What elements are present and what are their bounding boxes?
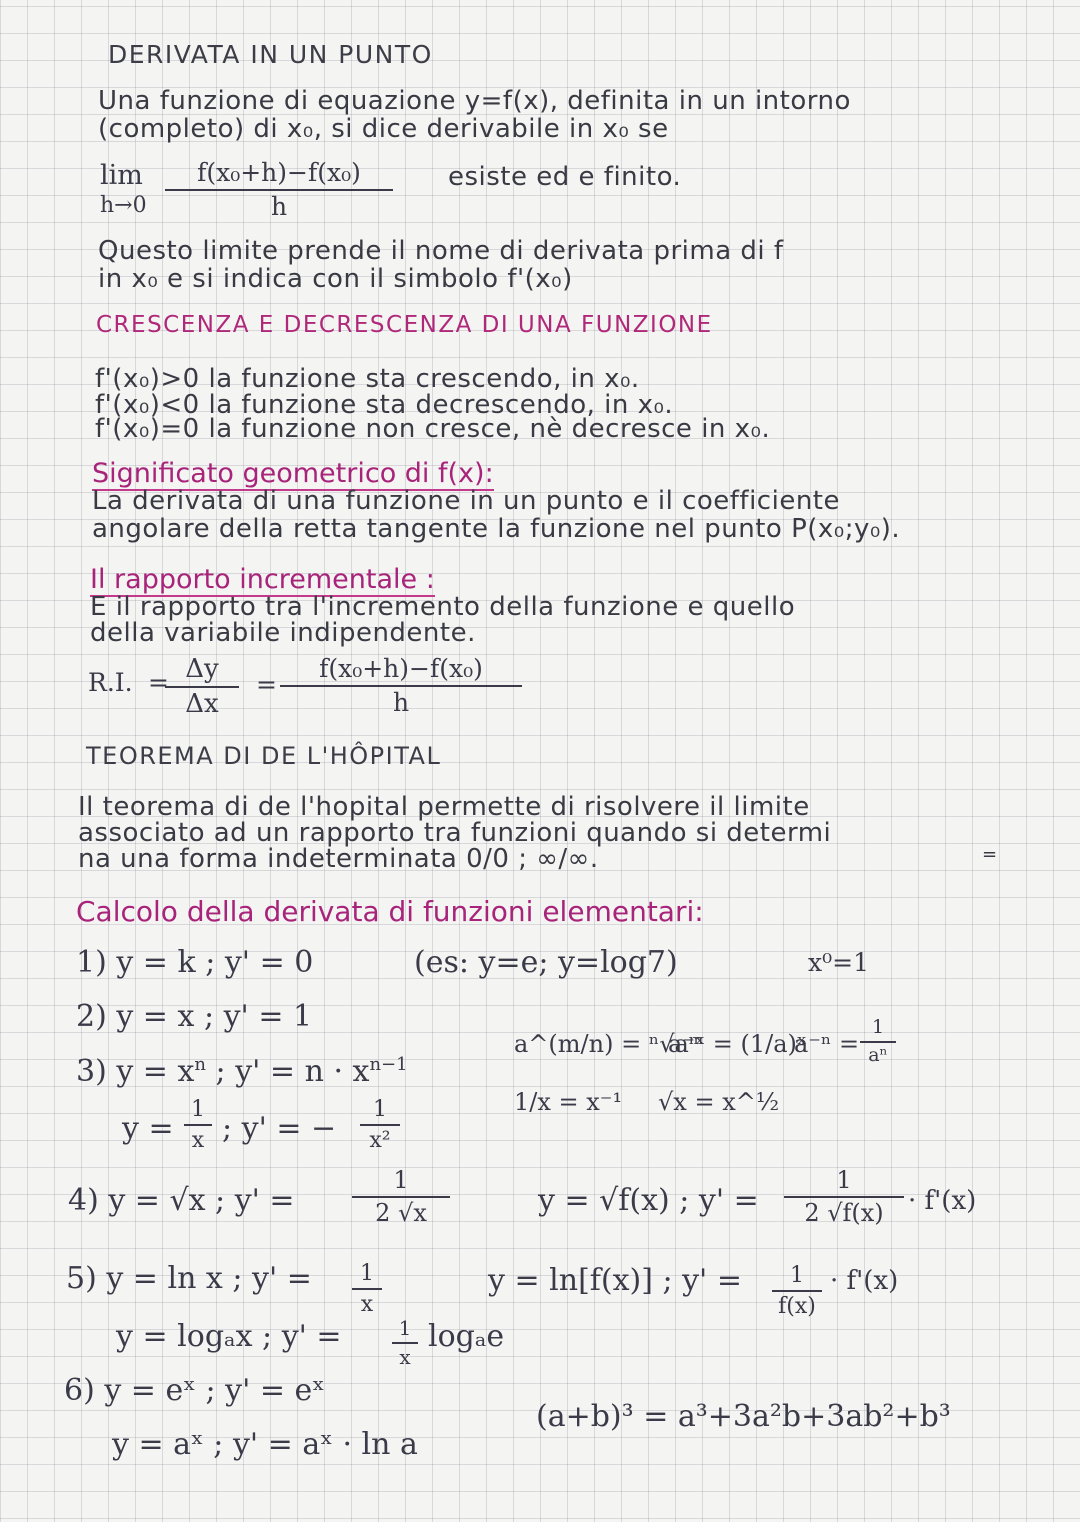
rule-1-example: (es: y=e; y=log7)	[414, 945, 678, 980]
rule-5b-tail: · f'(x)	[830, 1266, 899, 1296]
derivative-name-line-1: Questo limite prende il nome di derivata prima di f	[98, 236, 784, 266]
rule-3-rhs: ; y' = n · x	[215, 1054, 370, 1089]
rule-4-num: 1	[393, 1166, 409, 1194]
rule-5-num: 1	[360, 1261, 374, 1286]
rule-5c-num: 1	[398, 1316, 412, 1340]
hopital-margin-mark: =	[982, 844, 998, 865]
incremental-line-1: E il rapporto tra l'incremento della funzione e quello	[90, 592, 796, 622]
rule-6-exp: 6) y = eˣ ; y' = eˣ	[64, 1373, 326, 1408]
rule-4b-den: 2 √f(x)	[804, 1199, 884, 1228]
rule-5c-fraction	[392, 1318, 418, 1368]
rule-3b-mid: ; y' = −	[222, 1111, 337, 1146]
identity-square-root: √x = x^½	[658, 1088, 780, 1116]
binomial-cube: (a+b)³ = a³+3a²b+3ab²+b³	[536, 1399, 951, 1434]
identity-reciprocal-lhs: a⁻ⁿ =	[794, 1030, 860, 1058]
rule-3b-den: x	[191, 1128, 205, 1154]
rule-4-den: 2 √x	[375, 1199, 427, 1228]
rule-5b-fraction	[772, 1264, 822, 1318]
ri-fraction-f	[280, 656, 522, 717]
rule-4b-num: 1	[836, 1166, 852, 1194]
rule-2-identity: 2) y = x ; y' = 1	[76, 999, 313, 1034]
rule-5-den: x	[360, 1292, 374, 1318]
rule-5c-den: x	[399, 1345, 411, 1369]
rule-3-power	[76, 1056, 408, 1087]
subtitle-calcolo-derivata: Calcolo della derivata di funzioni elementari:	[76, 895, 704, 928]
hopital-line-1: Il teorema di de l'hopital permette di risolvere il limite	[78, 792, 810, 822]
rule-3b-num: 1	[191, 1097, 205, 1122]
limit-subscript: h→0	[100, 193, 147, 218]
title-crescenza-decrescenza	[96, 314, 713, 337]
ri-denominator: h	[392, 688, 410, 718]
rule-1-note: x⁰=1	[808, 948, 869, 977]
ri-fraction-delta	[165, 656, 239, 719]
incremental-line-2: della variabile indipendente.	[90, 618, 476, 648]
definition-line-2: (completo) di x₀, si dice derivabile in x₀ se	[98, 114, 669, 144]
identity-one-over-x: 1/x = x⁻¹	[514, 1088, 623, 1116]
subtitle-significato-geometrico: Significato geometrico di f(x):	[92, 458, 494, 489]
growth-zero: f'(x₀)=0 la funzione non cresce, nè decresce in x₀.	[95, 414, 771, 444]
geometric-line-2: angolare della retta tangente la funzione nel punto P(x₀;y₀).	[92, 514, 901, 544]
rule-3b-num-2: 1	[373, 1097, 387, 1122]
ri-equals-1: =	[148, 668, 169, 697]
rule-4b-tail: · f'(x)	[908, 1186, 977, 1216]
rule-4-fraction	[352, 1168, 450, 1226]
growth-negative: f'(x₀)<0 la funzione sta decrescendo, in x₀.	[95, 390, 674, 420]
definition-line-1: Una funzione di equazione y=f(x), definita in un intorno	[98, 86, 851, 116]
rule-3b-fraction	[184, 1098, 212, 1152]
rule-3-exponent-2: n−1	[369, 1054, 408, 1075]
title-teorema-hopital: TEOREMA DI DE L'HÔPITAL	[86, 742, 442, 770]
identity-reciprocal-num: 1	[871, 1016, 885, 1038]
identity-negative-exponent: a⁻ˣ = (1/a)ˣ	[668, 1030, 808, 1058]
rule-4b-sqrt-f: y = √f(x) ; y' =	[538, 1183, 759, 1218]
limit-numerator: f(x₀+h)−f(x₀)	[197, 158, 361, 187]
rule-1-constant: 1) y = k ; y' = 0	[76, 945, 314, 980]
hopital-line-2: associato ad un rapporto tra funzioni quando si determi	[78, 818, 832, 848]
rule-3-exponent: n	[194, 1054, 206, 1075]
rule-5b-num: 1	[790, 1263, 804, 1288]
limit-fraction	[165, 160, 393, 221]
title-crescenza-text: CRESCENZA E DECRESCENZA DI UNA FUNZIONE	[96, 312, 713, 338]
ri-label: R.I.	[88, 668, 133, 697]
growth-positive: f'(x₀)>0 la funzione sta crescendo, in x₀.	[95, 364, 640, 394]
rule-5c-tail: logₐe	[428, 1319, 505, 1354]
ri-delta-x: Δx	[185, 689, 219, 720]
rule-4-sqrt: 4) y = √x ; y' =	[68, 1183, 295, 1218]
rule-3b-lhs: y =	[122, 1111, 174, 1146]
ri-equals-2: =	[256, 670, 277, 699]
identity-fractional-exponent: a^(m/n) = ⁿ√aᵐ	[514, 1030, 704, 1058]
rule-5-fraction	[352, 1262, 382, 1316]
rule-3b-fraction-2	[360, 1098, 400, 1152]
subtitle-rapporto-incrementale: Il rapporto incrementale :	[90, 564, 435, 595]
rule-5-ln: 5) y = ln x ; y' =	[66, 1261, 312, 1296]
rule-6b-exp-a: y = aˣ ; y' = aˣ · ln a	[112, 1427, 418, 1462]
rule-5b-ln-f: y = ln[f(x)] ; y' =	[488, 1263, 742, 1298]
derivative-name-line-2: in x₀ e si indica con il simbolo f'(x₀)	[98, 264, 573, 294]
limit-symbol: lim	[100, 160, 143, 191]
title-derivata-in-un-punto: DERIVATA IN UN PUNTO	[108, 40, 433, 69]
limit-denominator: h	[270, 192, 288, 222]
identity-reciprocal-fraction	[860, 1018, 896, 1066]
rule-5b-den: f(x)	[778, 1294, 816, 1320]
ri-delta-y: Δy	[185, 654, 219, 684]
identity-reciprocal-den: aⁿ	[868, 1043, 888, 1066]
rule-3-lhs: 3) y = x	[76, 1054, 195, 1089]
rule-3b-den-2: x²	[369, 1128, 391, 1154]
hopital-line-3: na una forma indeterminata 0/0 ; ∞/∞.	[78, 844, 599, 874]
limit-condition: esiste ed e finito.	[448, 162, 682, 192]
rule-4b-fraction	[784, 1168, 904, 1226]
geometric-line-1: La derivata di una funzione in un punto e il coefficiente	[92, 486, 840, 516]
ri-numerator: f(x₀+h)−f(x₀)	[319, 654, 483, 683]
rule-5c-log: y = logₐx ; y' =	[116, 1319, 342, 1354]
